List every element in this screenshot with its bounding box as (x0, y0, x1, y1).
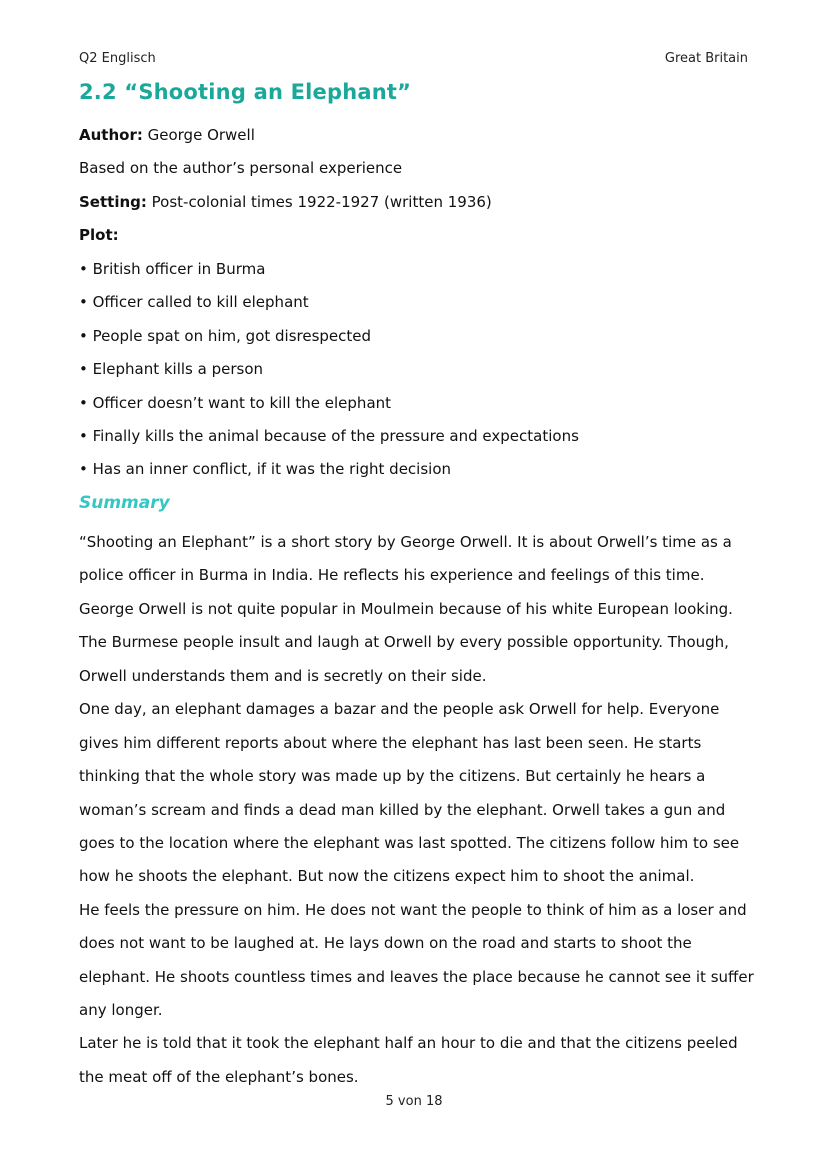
summary-line: The Burmese people insult and laugh at Orwell by every possible opportunity. Though, (79, 633, 729, 651)
summary-line: elephant. He shoots countless times and leaves the place because he cannot see it suffer (79, 968, 754, 986)
setting-label: Setting: (79, 193, 147, 211)
author-label: Author: (79, 126, 143, 144)
summary-line: “Shooting an Elephant” is a short story by George Orwell. It is about Orwell’s time as a (79, 533, 732, 551)
summary-line: woman’s scream and finds a dead man killed by the elephant. Orwell takes a gun and (79, 801, 726, 819)
summary-line: One day, an elephant damages a bazar and the people ask Orwell for help. Everyone (79, 700, 720, 718)
summary-line: George Orwell is not quite popular in Moulmein because of his white European looking. (79, 600, 733, 618)
summary-line: gives him different reports about where the elephant has last been seen. He starts (79, 734, 702, 752)
summary-line: police officer in Burma in India. He reflects his experience and feelings of this time. (79, 566, 705, 584)
summary-line: He feels the pressure on him. He does not want the people to think of him as a loser and (79, 901, 747, 919)
summary-line: the meat off of the elephant’s bones. (79, 1068, 359, 1086)
plot-item: • People spat on him, got disrespected (79, 327, 372, 345)
summary-heading: Summary (79, 493, 170, 513)
summary-line: goes to the location where the elephant was last spotted. The citizens follow him to see (79, 834, 740, 852)
setting-value: Post-colonial times 1922-1927 (written 1936) (146, 193, 492, 211)
summary-line: Later he is told that it took the elephant half an hour to die and that the citizens peeled (79, 1034, 738, 1052)
page-number: 5 von 18 (385, 1094, 443, 1109)
plot-item: • Elephant kills a person (79, 360, 264, 378)
summary-line: does not want to be laughed at. He lays down on the road and starts to shoot the (79, 934, 692, 952)
summary-line: any longer. (79, 1001, 163, 1019)
author-value: George Orwell (142, 126, 255, 144)
plot-item: • Has an inner conflict, if it was the right decision (79, 460, 451, 478)
plot-item: • Officer called to kill elephant (79, 293, 309, 311)
section-title: 2.2 “Shooting an Elephant” (79, 80, 412, 104)
plot-item: • Officer doesn’t want to kill the elephant (79, 394, 392, 412)
based-on-line: Based on the author’s personal experience (79, 159, 403, 177)
author-line (79, 125, 255, 145)
summary-line: thinking that the whole story was made up by the citizens. But certainly he hears a (79, 767, 706, 785)
plot-label: Plot: (79, 226, 119, 244)
setting-line (79, 192, 492, 212)
plot-item: • Finally kills the animal because of the pressure and expectations (79, 427, 579, 445)
summary-line: how he shoots the elephant. But now the citizens expect him to shoot the animal. (79, 867, 695, 885)
header-topic: Great Britain (664, 51, 748, 66)
summary-line: Orwell understands them and is secretly on their side. (79, 667, 487, 685)
plot-item: • British officer in Burma (79, 260, 266, 278)
header-course: Q2 Englisch (79, 51, 156, 66)
